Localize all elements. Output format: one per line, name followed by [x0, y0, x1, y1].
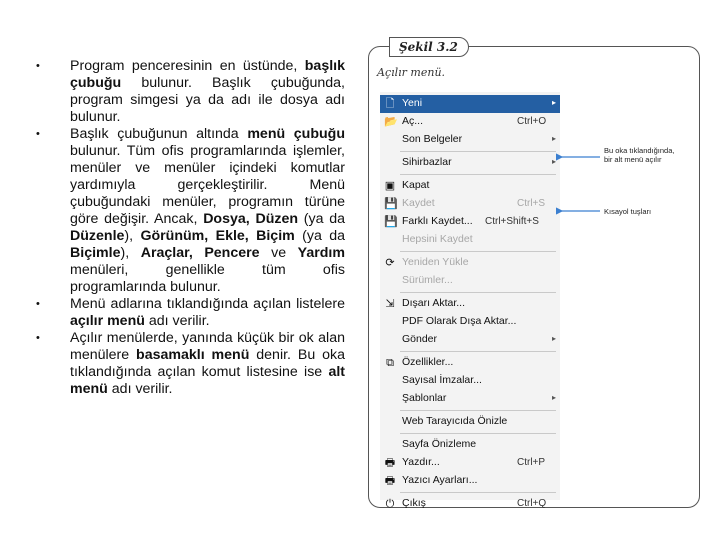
text-run: (ya da — [298, 211, 346, 227]
bold-term: Araçlar, Pencere — [140, 245, 260, 261]
text-run: denir. Bu oka tıklandığında açılan komut listesine ise — [70, 347, 345, 380]
bold-term: menü çubuğu — [247, 126, 345, 142]
menu-item-label: Aç... — [402, 115, 424, 127]
menu-item[interactable] — [380, 113, 560, 131]
menu-item-shortcut: Ctrl+O — [517, 116, 547, 127]
bullet-dot: • — [36, 298, 40, 310]
bullet-item — [30, 330, 345, 398]
properties-icon: ⧉ — [386, 357, 394, 369]
bold-term: alt menü — [70, 364, 345, 397]
printer-settings-icon: 🖶 — [384, 475, 396, 487]
menu-item[interactable] — [380, 313, 560, 331]
text-run: adı verilir. — [144, 313, 210, 329]
bold-term: Yardım — [297, 245, 345, 261]
menu-item-label: Sayısal İmzalar... — [402, 374, 482, 386]
menu-item-label: Yazdır... — [402, 456, 440, 468]
file-dropdown-menu — [380, 92, 560, 510]
menu-item[interactable] — [380, 413, 560, 431]
menu-item-label: Kapat — [402, 179, 430, 191]
menu-item[interactable] — [380, 131, 560, 149]
menu-item-label: Yeni — [402, 97, 423, 109]
menu-item[interactable] — [380, 213, 560, 231]
menu-item-label: PDF Olarak Dışa Aktar... — [402, 315, 517, 327]
figure-title: Şekil 3.2 — [389, 37, 469, 57]
save-as-icon: 💾 — [384, 216, 398, 228]
menu-item-label: Özellikler... — [402, 356, 454, 368]
menu-separator — [400, 433, 556, 434]
bold-term: Görünüm, Ekle, Biçim — [140, 228, 295, 244]
menu-separator — [400, 151, 556, 152]
menu-separator — [400, 410, 556, 411]
menu-separator — [400, 251, 556, 252]
menu-item[interactable] — [380, 436, 560, 454]
menu-item-label: Farklı Kaydet... — [402, 215, 473, 227]
menu-item[interactable] — [380, 95, 560, 113]
exit-icon: ⏻ — [385, 498, 395, 510]
bullet-dot: • — [36, 128, 40, 140]
menu-item[interactable] — [380, 177, 560, 195]
text-run: menüleri, genellikle tüm ofis programlarında bulunur. — [70, 262, 345, 295]
menu-item-label: Sihirbazlar — [402, 156, 452, 168]
menu-item-label: Gönder — [402, 333, 438, 345]
menu-item[interactable] — [380, 154, 560, 172]
menu-item[interactable] — [380, 354, 560, 372]
printer-icon: 🖶 — [384, 457, 396, 469]
menu-item-label: Şablonlar — [402, 392, 447, 404]
menu-item-shortcut: Ctrl+Shift+S — [485, 216, 539, 227]
submenu-arrow-icon: ▸ — [551, 393, 556, 402]
close-document-icon: ▣ — [384, 180, 396, 192]
menu-item-label: Kaydet — [402, 197, 435, 209]
text-run: (ya da — [294, 228, 345, 244]
text-run: Açılır menülerde, yanında küçük bir ok alan menülere — [70, 330, 345, 363]
menu-separator — [400, 492, 556, 493]
submenu-arrow-icon: ▸ — [551, 98, 556, 107]
menu-item[interactable] — [380, 390, 560, 408]
menu-item-label: Sürümler... — [402, 274, 453, 286]
menu-item-shortcut: Ctrl+P — [517, 457, 546, 468]
bullet-item — [30, 126, 345, 296]
text-run: Başlık çubuğunun altında — [70, 126, 248, 142]
text-run: Program penceresinin en üstünde, — [70, 58, 305, 74]
bullet-item — [30, 58, 345, 126]
bullet-list — [30, 58, 345, 398]
annotation-submenu: Bu oka tıklandığında, bir alt menü açılır — [604, 146, 675, 164]
menu-item[interactable] — [380, 254, 560, 272]
menu-item[interactable] — [380, 454, 560, 472]
menu-item-label: Web Tarayıcıda Önizle — [402, 415, 508, 427]
menu-item[interactable] — [380, 472, 560, 490]
annotation-shortcut: Kısayol tuşları — [604, 207, 652, 216]
menu-item-label: Hepsini Kaydet — [402, 233, 473, 245]
menu-separator — [400, 174, 556, 175]
text-run: adı verilir. — [107, 381, 173, 397]
figure-caption: Açılır menü. — [377, 66, 446, 79]
menu-separator — [400, 351, 556, 352]
text-run: Menü adlarına tıklandığında açılan listelere — [70, 296, 345, 312]
text-run: bulunur. Başlık çubuğunda, program simgesi ya da adı ile dosya adı bulunur. — [70, 75, 345, 125]
export-icon: ⇲ — [385, 298, 395, 310]
reload-icon: ⟳ — [385, 257, 395, 269]
menu-item[interactable] — [380, 195, 560, 213]
menu-item-label: Sayfa Önizleme — [402, 438, 477, 450]
bullet-item — [30, 296, 345, 330]
bold-term: açılır menü — [70, 313, 145, 329]
bold-term: Düzenle — [70, 228, 125, 244]
menu-item-shortcut: Ctrl+S — [517, 198, 546, 209]
text-run: ), — [120, 245, 141, 261]
menu-item[interactable] — [380, 495, 560, 513]
menu-item-label: Son Belgeler — [402, 133, 463, 145]
menu-item[interactable] — [380, 331, 560, 349]
open-folder-icon: 📂 — [384, 116, 398, 128]
text-run: bulunur. Tüm ofis programlarında işlemler, menüler ve menüler içindeki komutlar yardımıyla gerçekleştirilir. Menü çubuğundaki menüler, programın türüne göre değişir. Ancak, — [70, 143, 345, 227]
menu-item-label: Yazıcı Ayarları... — [402, 474, 478, 486]
bold-term: başlık çubuğu — [70, 58, 345, 91]
save-icon: 💾 — [384, 198, 398, 210]
menu-item[interactable] — [380, 295, 560, 313]
menu-item-shortcut: Ctrl+Q — [517, 498, 547, 509]
menu-separator — [400, 292, 556, 293]
bold-term: Dosya, Düzen — [203, 211, 299, 227]
menu-item-label: Çıkış — [402, 497, 426, 509]
bullet-dot: • — [36, 332, 40, 344]
submenu-arrow-icon: ▸ — [551, 134, 556, 143]
bold-term: basamaklı menü — [136, 347, 250, 363]
bold-term: Biçimle — [70, 245, 121, 261]
menu-item[interactable] — [380, 272, 560, 290]
new-document-icon: 🗋 — [385, 98, 395, 110]
menu-item-label: Dışarı Aktar... — [402, 297, 466, 309]
menu-item[interactable] — [380, 372, 560, 390]
menu-item-label: Yeniden Yükle — [402, 256, 469, 268]
submenu-arrow-icon: ▸ — [551, 157, 556, 166]
menu-item[interactable] — [380, 231, 560, 249]
text-run: ve — [259, 245, 298, 261]
text-run: ), — [124, 228, 141, 244]
submenu-arrow-icon: ▸ — [551, 334, 556, 343]
bullet-dot: • — [36, 60, 40, 72]
